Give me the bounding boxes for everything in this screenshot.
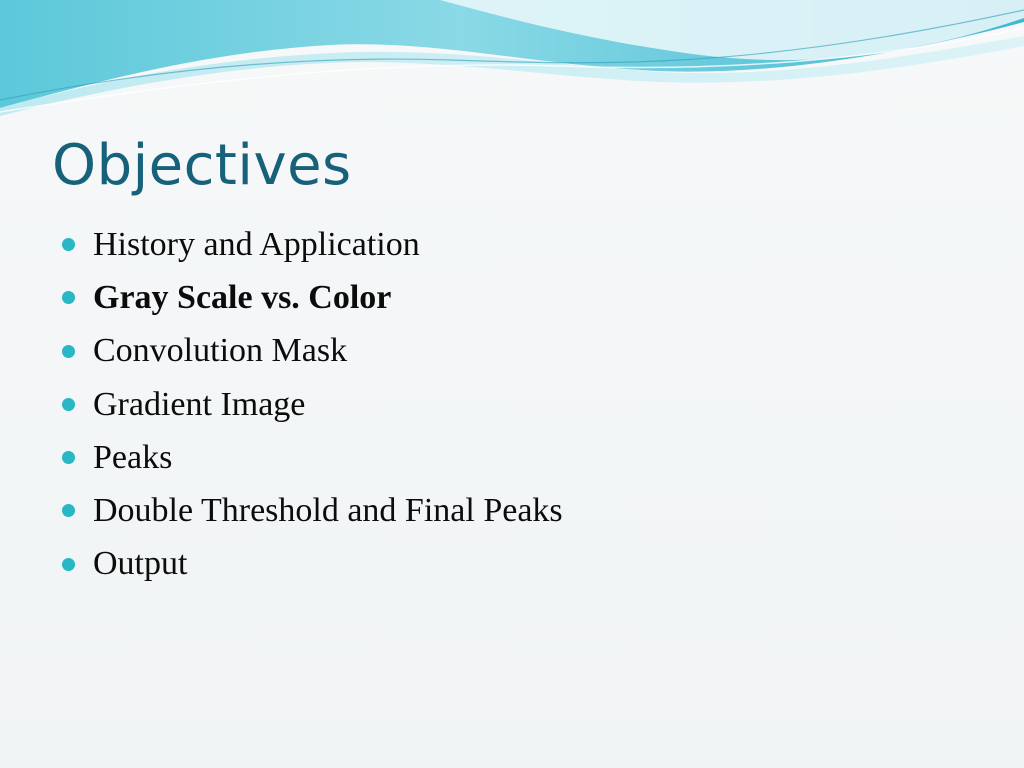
list-item [62, 431, 563, 484]
bullet-dot-icon [62, 398, 75, 411]
slide-title: Objectives [52, 133, 352, 198]
bullet-dot-icon [62, 345, 75, 358]
list-item [62, 218, 563, 271]
header-wave-decoration [0, 0, 1024, 120]
bullet-dot-icon [62, 504, 75, 517]
list-item [62, 378, 563, 431]
bullet-text: Convolution Mask [93, 332, 348, 370]
bullet-dot-icon [62, 291, 75, 304]
list-item [62, 325, 563, 378]
bullet-text: Peaks [93, 438, 173, 476]
list-item [62, 271, 563, 324]
bullet-text: Gradient Image [93, 385, 306, 423]
bullet-dot-icon [62, 558, 75, 571]
list-item [62, 484, 563, 537]
objectives-list [62, 218, 563, 591]
bullet-dot-icon [62, 451, 75, 464]
bullet-dot-icon [62, 238, 75, 251]
bullet-text: Double Threshold and Final Peaks [93, 492, 563, 530]
bullet-text: Output [93, 545, 188, 583]
bullet-text: History and Application [93, 225, 420, 263]
bullet-text: Gray Scale vs. Color [93, 278, 392, 316]
list-item [62, 538, 563, 591]
